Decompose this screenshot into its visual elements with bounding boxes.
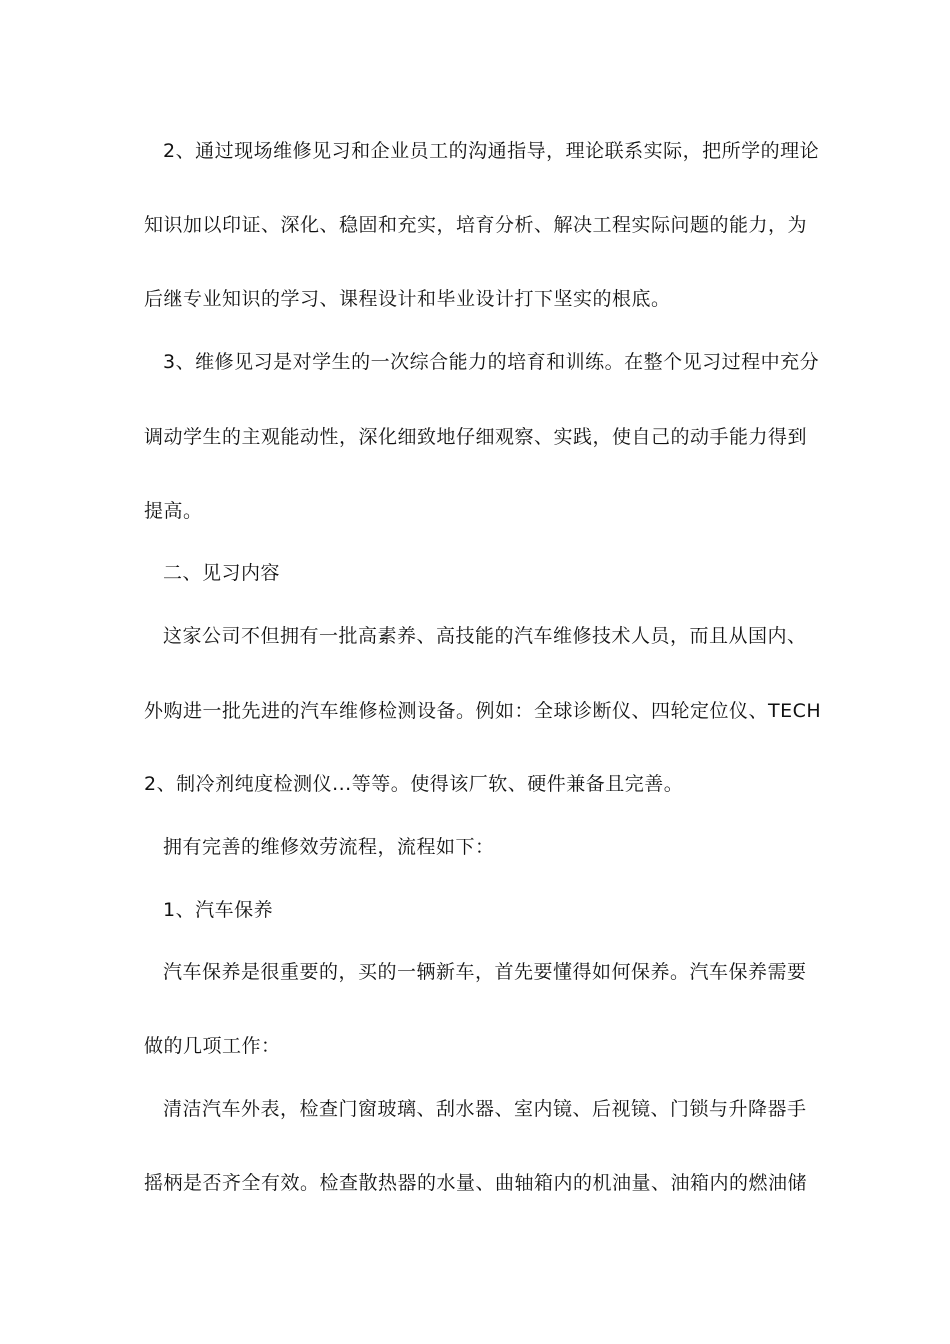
paragraph-line: 做的几项工作： <box>144 1035 281 1057</box>
paragraph-line: 2、通过现场维修见习和企业员工的沟通指导，理论联系实际，把所学的理论 <box>163 140 820 162</box>
paragraph-line: 3、维修见习是对学生的一次综合能力的培育和训练。在整个见习过程中充分 <box>163 351 820 373</box>
subsection-heading: 1、汽车保养 <box>163 899 274 921</box>
paragraph-line: 拥有完善的维修效劳流程，流程如下： <box>163 836 495 858</box>
paragraph-line: 后继专业知识的学习、课程设计和毕业设计打下坚实的根底。 <box>144 288 671 310</box>
paragraph-line: 提高。 <box>144 500 203 522</box>
section-heading: 二、见习内容 <box>163 562 281 584</box>
paragraph-line: 调动学生的主观能动性，深化细致地仔细观察、实践，使自己的动手能力得到 <box>144 426 808 448</box>
paragraph-line: 这家公司不但拥有一批高素养、高技能的汽车维修技术人员，而且从国内、 <box>163 625 807 647</box>
paragraph-line: 知识加以印证、深化、稳固和充实，培育分析、解决工程实际问题的能力，为 <box>144 214 808 236</box>
paragraph-line: 外购进一批先进的汽车维修检测设备。例如：全球诊断仪、四轮定位仪、TECH <box>144 700 822 722</box>
paragraph-line: 摇柄是否齐全有效。检查散热器的水量、曲轴箱内的机油量、油箱内的燃油储 <box>144 1172 808 1194</box>
paragraph-line: 汽车保养是很重要的，买的一辆新车，首先要懂得如何保养。汽车保养需要 <box>163 961 807 983</box>
paragraph-line: 清洁汽车外表，检查门窗玻璃、刮水器、室内镜、后视镜、门锁与升降器手 <box>163 1098 807 1120</box>
paragraph-line: 2、制冷剂纯度检测仪...等等。使得该厂软、硬件兼备且完善。 <box>144 773 684 795</box>
